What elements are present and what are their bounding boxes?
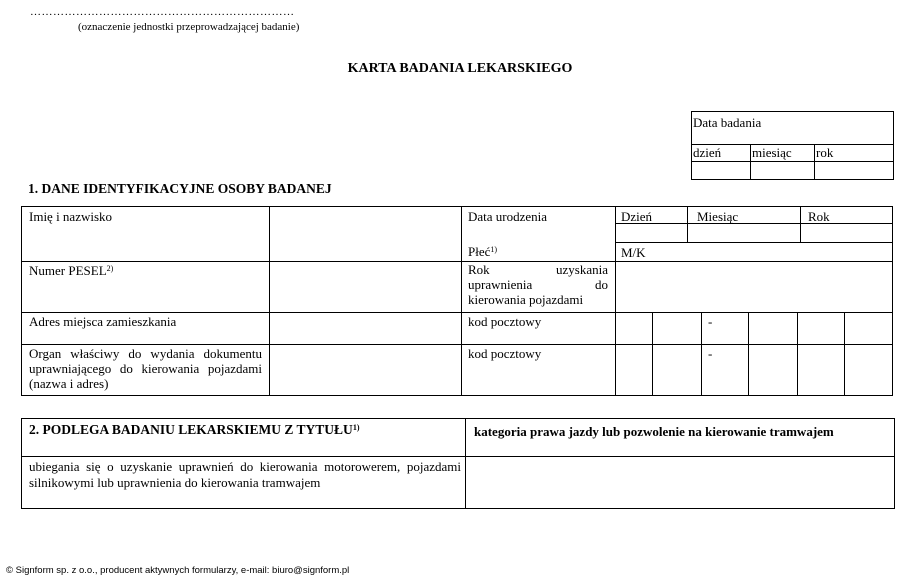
exam-date-day-field[interactable] bbox=[692, 163, 750, 180]
exam-reason-text: ubiegania się o uzyskanie uprawnień do kierowania motorowerem, pojazdami silnikowymi lub uprawnienia do kierowania tramwajem bbox=[29, 459, 461, 490]
birth-month-label: Miesiąc bbox=[697, 209, 739, 224]
license-year-field[interactable] bbox=[616, 262, 892, 312]
postal-code-dash-2: - bbox=[708, 346, 713, 361]
section-2-heading: 2. PODLEGA BADANIU LEKARSKIEMU Z TYTUŁU$^{1)}$ bbox=[29, 422, 360, 437]
birth-day-field[interactable] bbox=[616, 224, 687, 242]
authority-field[interactable] bbox=[270, 345, 460, 395]
birth-year-label: Rok bbox=[808, 209, 830, 224]
birth-year-field[interactable] bbox=[801, 224, 892, 242]
address-field[interactable] bbox=[270, 313, 460, 344]
license-year-label: Rok uzyskania uprawnienia do kierowania pojazdami bbox=[468, 262, 608, 307]
unit-label: (oznaczenie jednostki przeprowadzającej badanie) bbox=[78, 21, 300, 33]
postal-code-label-2: kod pocztowy bbox=[468, 346, 542, 361]
category-header: kategoria prawa jazdy lub pozwolenie na kierowanie tramwajem bbox=[474, 424, 834, 439]
exam-reason-table bbox=[21, 418, 895, 509]
identification-table bbox=[21, 206, 893, 396]
birth-day-label: Dzień bbox=[621, 209, 653, 224]
name-label: Imię i nazwisko bbox=[29, 209, 113, 224]
birth-month-field[interactable] bbox=[688, 224, 800, 242]
exam-date-month-label: miesiąc bbox=[752, 145, 792, 160]
exam-date-box bbox=[691, 111, 894, 180]
section-1-heading: 1. DANE IDENTYFIKACYJNE OSOBY BADANEJ bbox=[28, 181, 332, 196]
exam-date-day-label: dzień bbox=[693, 145, 722, 160]
name-field[interactable] bbox=[270, 207, 460, 261]
birth-date-label: Data urodzenia bbox=[468, 209, 548, 224]
sex-value[interactable]: M/K bbox=[621, 245, 646, 260]
authority-label: Organ właściwy do wydania dokumentu uprawniającego do kierowania pojazdami (nazwa i adres) bbox=[29, 346, 262, 391]
exam-date-label: Data badania bbox=[692, 112, 893, 145]
address-label: Adres miejsca zamieszkania bbox=[29, 314, 177, 329]
exam-date-year-label: rok bbox=[816, 145, 834, 160]
document-title: KARTA BADANIA LEKARSKIEGO bbox=[347, 61, 573, 76]
exam-date-month-field[interactable] bbox=[751, 163, 814, 180]
category-field[interactable] bbox=[466, 457, 894, 508]
exam-date-labels-row bbox=[692, 145, 893, 162]
pesel-field[interactable] bbox=[270, 262, 460, 312]
pesel-label: Numer PESEL$^{2)}$ bbox=[29, 263, 114, 278]
postal-code-dash-1: - bbox=[708, 314, 713, 329]
sex-label: Płeć$^{1)}$ bbox=[468, 244, 498, 259]
exam-date-year-field[interactable] bbox=[815, 163, 893, 180]
postal-code-label-1: kod pocztowy bbox=[468, 314, 542, 329]
unit-dotted-line: …………………………………………………………… bbox=[30, 6, 295, 18]
footer-credit: © Signform sp. z o.o., producent aktywnych formularzy, e-mail: biuro@signform.pl bbox=[6, 565, 350, 576]
